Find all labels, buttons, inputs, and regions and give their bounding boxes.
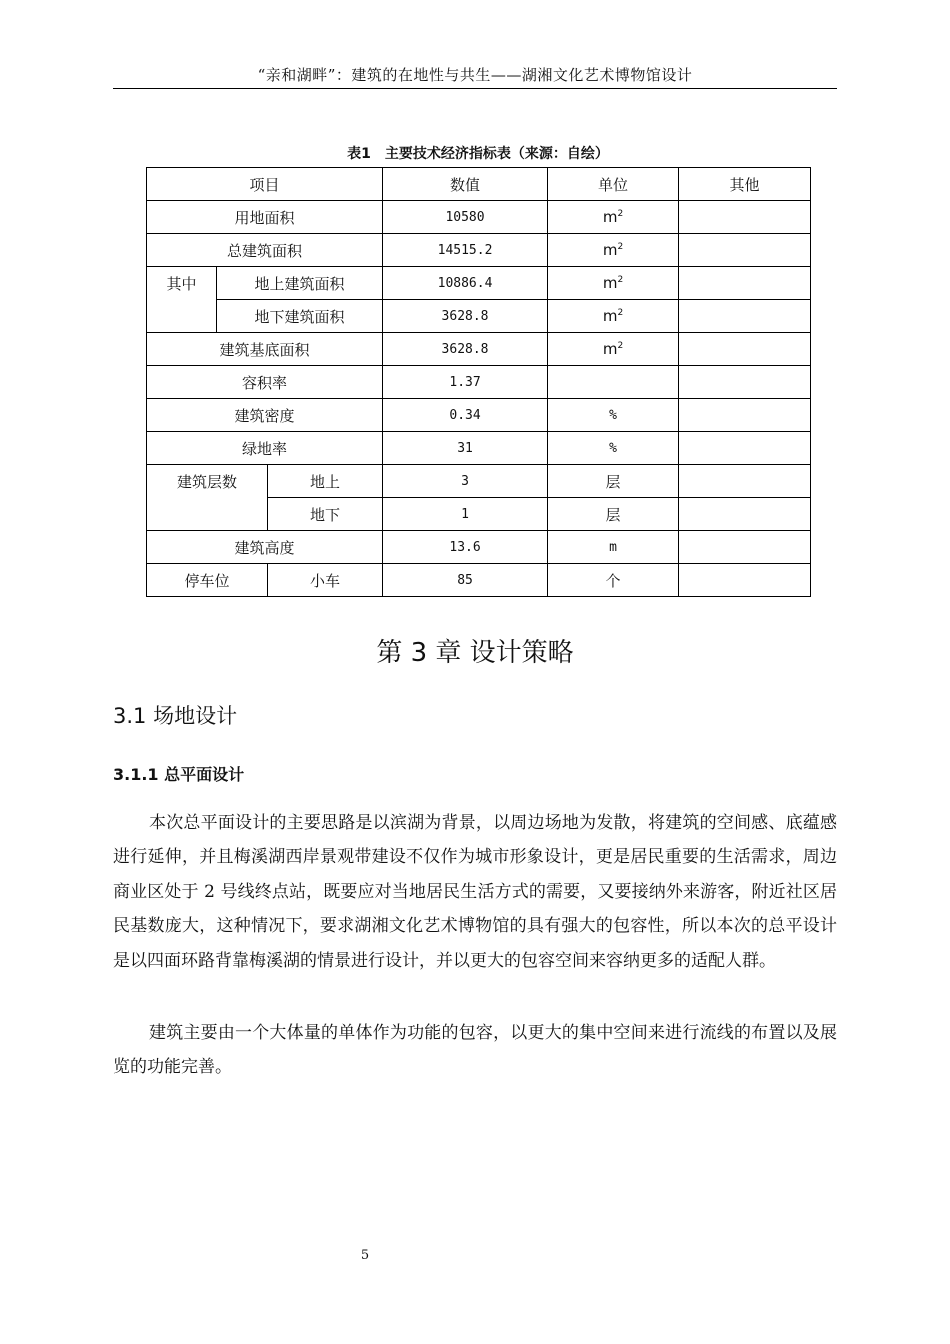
page-number: 5 — [360, 1248, 370, 1263]
cell-value: 10886.4 — [383, 267, 548, 300]
cell-other — [679, 201, 811, 234]
cell-unit: 个 — [548, 564, 679, 597]
indicator-table — [146, 167, 811, 597]
subsection-title: 3.1.1 总平面设计 — [113, 765, 245, 784]
cell-value: 13.6 — [383, 531, 548, 564]
cell-other — [679, 366, 811, 399]
cell-value: 10580 — [383, 201, 548, 234]
cell-value: 31 — [383, 432, 548, 465]
table-row — [147, 300, 811, 333]
table-row — [147, 267, 811, 300]
cell-unit: 层 — [548, 465, 679, 498]
cell-other — [679, 399, 811, 432]
cell-label: 容积率 — [147, 366, 383, 399]
cell-unit: 层 — [548, 498, 679, 531]
cell-label: 地上建筑面积 — [217, 267, 383, 300]
chapter-title: 第 3 章 设计策略 — [376, 638, 574, 668]
running-header: “亲和湖畔”：建筑的在地性与共生——湖湘文化艺术博物馆设计 — [257, 66, 693, 84]
header-cell-unit: 单位 — [548, 168, 679, 201]
cell-value: 0.34 — [383, 399, 548, 432]
cell-other — [679, 498, 811, 531]
cell-label: 小车 — [268, 564, 383, 597]
cell-value: 3628.8 — [383, 300, 548, 333]
table-row — [147, 234, 811, 267]
cell-value: 1 — [383, 498, 548, 531]
cell-other — [679, 432, 811, 465]
cell-label: 建筑基底面积 — [147, 333, 383, 366]
cell-other — [679, 300, 811, 333]
cell-label: 地上 — [268, 465, 383, 498]
table-row — [147, 333, 811, 366]
cell-label: 建筑高度 — [147, 531, 383, 564]
table-row — [147, 399, 811, 432]
cell-group-label: 建筑层数 — [147, 465, 268, 531]
cell-unit — [548, 366, 679, 399]
cell-label: 地下建筑面积 — [217, 300, 383, 333]
table-row — [147, 564, 811, 597]
cell-other — [679, 465, 811, 498]
header-cell-value: 数值 — [383, 168, 548, 201]
cell-unit: $m^2$ — [548, 234, 679, 267]
cell-value: 3628.8 — [383, 333, 548, 366]
cell-unit: % — [548, 432, 679, 465]
table-row — [147, 531, 811, 564]
table-caption: 表1 主要技术经济指标表（来源：自绘） — [347, 146, 609, 162]
header-cell-other: 其他 — [679, 168, 811, 201]
cell-label: 总建筑面积 — [147, 234, 383, 267]
cell-other — [679, 564, 811, 597]
cell-unit: $m^2$ — [548, 267, 679, 300]
cell-value: 14515.2 — [383, 234, 548, 267]
cell-other — [679, 267, 811, 300]
cell-unit: m — [548, 531, 679, 564]
cell-label: 用地面积 — [147, 201, 383, 234]
cell-unit: $m^2$ — [548, 300, 679, 333]
section-title: 3.1 场地设计 — [113, 704, 238, 728]
cell-label: 绿地率 — [147, 432, 383, 465]
header-cell-item: 项目 — [147, 168, 383, 201]
cell-group-label: 停车位 — [147, 564, 268, 597]
table-header-row — [147, 168, 811, 201]
table-row — [147, 465, 811, 498]
cell-label: 地下 — [268, 498, 383, 531]
cell-other — [679, 531, 811, 564]
table-row — [147, 432, 811, 465]
cell-value: 3 — [383, 465, 548, 498]
cell-other — [679, 234, 811, 267]
cell-unit: % — [548, 399, 679, 432]
table-row — [147, 201, 811, 234]
body-paragraph: 本次总平面设计的主要思路是以滨湖为背景，以周边场地为发散，将建筑的空间感、底蕴感进行延伸，并且梅溪湖西岸景观带建设不仅作为城市形象设计，更是居民重要的生活需求，周边商业区处于 2 号线终点站，既要应对当地居民生活方式的需要，又要接纳外来游客，附近社区居民基数庞大，这种情况下，要求湖湘文化艺术博物馆的具有强大的包容性，所以本次的总平设计是以四面环路背靠梅溪湖的情景进行设计，并以更大的包容空间来容纳更多的适配人群。 — [113, 813, 837, 971]
cell-other — [679, 333, 811, 366]
cell-group-label: 其中 — [147, 267, 217, 333]
cell-unit: $m^2$ — [548, 201, 679, 234]
cell-unit: $m^2$ — [548, 333, 679, 366]
table-row — [147, 366, 811, 399]
header-rule — [113, 88, 837, 89]
cell-value: 85 — [383, 564, 548, 597]
body-paragraph: 建筑主要由一个大体量的单体作为功能的包容，以更大的集中空间来进行流线的布置以及展览的功能完善。 — [113, 1023, 837, 1078]
cell-value: 1.37 — [383, 366, 548, 399]
cell-label: 建筑密度 — [147, 399, 383, 432]
